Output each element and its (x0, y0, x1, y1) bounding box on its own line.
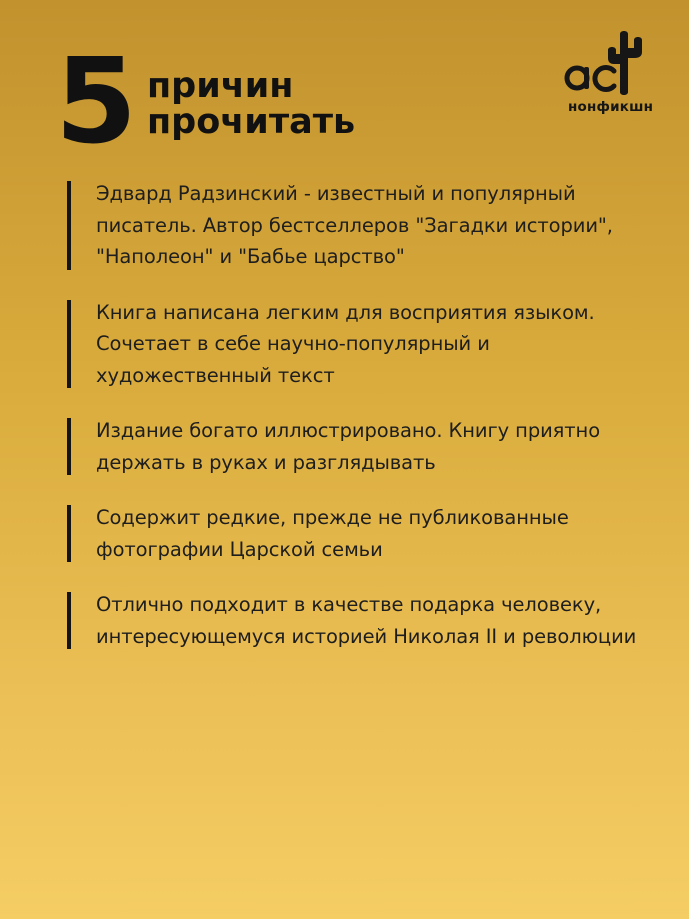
reason-text: Издание богато иллюстрировано. Книгу приятно держать в руках и разглядывать (96, 419, 601, 474)
reason-item (67, 502, 647, 565)
page-header (55, 32, 455, 170)
publisher-logo (562, 26, 662, 121)
reasons-list (67, 178, 647, 676)
reason-text: Содержит редкие, прежде не публикованные фотографии Царской семьи (96, 506, 569, 561)
reason-bar (67, 181, 71, 270)
reason-bar (67, 592, 71, 649)
reason-item (67, 415, 647, 478)
reason-item (67, 589, 647, 652)
title-line-1: причин (147, 66, 294, 106)
reason-text: Отлично подходит в качестве подарка человеку, интересующемуся историей Николая II и революции (96, 593, 637, 648)
reason-item (67, 297, 647, 392)
logo-subtitle: нонфикшн (568, 99, 654, 115)
cactus-icon (562, 26, 662, 101)
title-line-2: прочитать (147, 102, 356, 142)
reason-bar (67, 300, 71, 389)
reason-item (67, 178, 647, 273)
page-title (147, 68, 355, 140)
big-number: 5 (55, 32, 138, 170)
reason-text: Книга написана легким для восприятия языком. Сочетает в себе научно-популярный и художественный текст (96, 300, 595, 387)
reason-text: Эдвард Радзинский - известный и популярный писатель. Автор бестселлеров "Загадки истории", "Наполеон" и "Бабье царство" (96, 182, 613, 268)
reason-bar (67, 505, 71, 562)
reason-bar (67, 418, 71, 475)
